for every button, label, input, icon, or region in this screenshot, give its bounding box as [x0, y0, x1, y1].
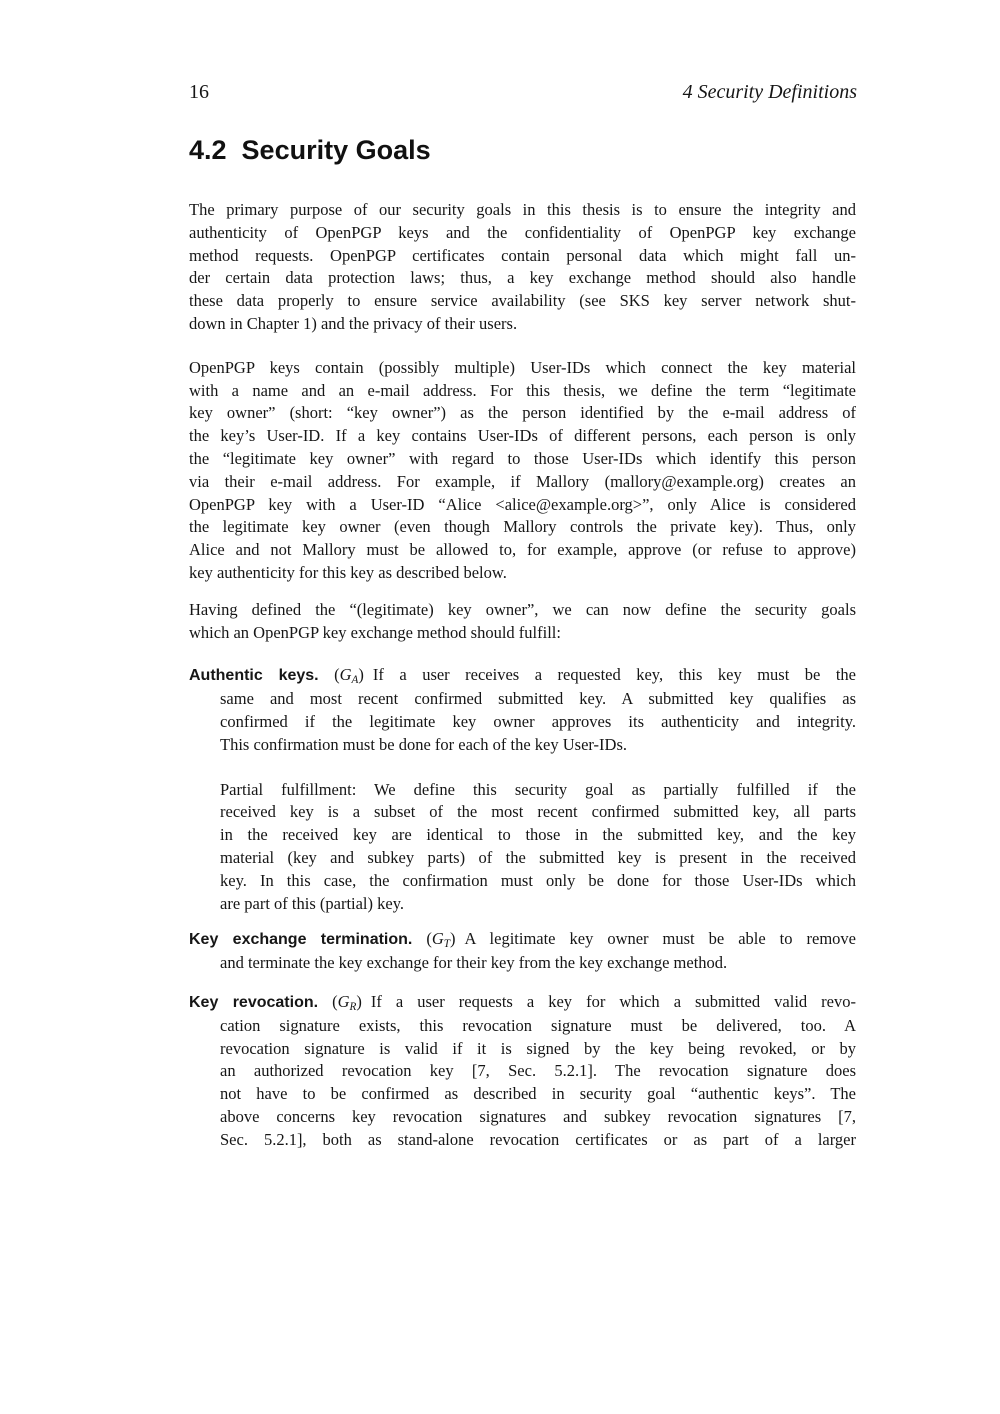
- page-number: 16: [189, 81, 209, 103]
- text-line: above concerns key revocation signatures and subkey revocation signatures [7,: [220, 1106, 856, 1126]
- text-line: and terminate the key exchange for their key from the key exchange method.: [220, 953, 728, 973]
- definition-first-line: [189, 664, 856, 688]
- text-line: The primary purpose of our security goals in this thesis is to ensure the integrity and: [189, 200, 856, 219]
- text-line: via their e-mail address. For example, if Mallory (mallory@example.org) creates an: [189, 471, 856, 491]
- text-line: This confirmation must be done for each of the key User-IDs.: [220, 734, 628, 754]
- goal-symbol-GA: $(G_A)$: [334, 665, 364, 687]
- text-line: the “legitimate key owner” with regard to those User-IDs which identify this person: [189, 448, 856, 468]
- text-line: Having defined the “(legitimate) key owner”, we can now define the security goals: [189, 599, 856, 619]
- text-line: Sec. 5.2.1], both as stand-alone revocation certificates or as part of a larger: [220, 1129, 856, 1149]
- definition-body-authentic-keys: [220, 688, 856, 756]
- text-line: the key’s User-ID. If a key contains User-IDs of different persons, each person is only: [189, 426, 856, 446]
- text-line: Alice and not Mallory must be allowed to, for example, approve (or refuse to approve): [189, 540, 856, 560]
- text-line: an authorized revocation key [7, Sec. 5.2.1]. The revocation signature does: [220, 1061, 856, 1081]
- paragraph-security-goals-purpose: [189, 199, 856, 336]
- text-line: cation signature exists, this revocation signature must be delivered, too. A: [220, 1015, 856, 1035]
- section-title: Security Goals: [241, 135, 431, 165]
- text-line: with a name and an e-mail address. For this thesis, we define the term “legitimate: [189, 380, 856, 400]
- definition-first-line: [189, 991, 856, 1015]
- definition-key-revocation: [189, 991, 856, 1152]
- definition-label-key-exchange-termination: Key exchange termination.: [189, 931, 413, 949]
- paragraph-goals-intro: [189, 599, 856, 645]
- text-line: received key is a subset of the most recent confirmed submitted key, all parts: [220, 802, 856, 822]
- text-line: OpenPGP keys contain (possibly multiple) User-IDs which connect the key material: [189, 357, 856, 377]
- text-line: these data properly to ensure service availability (see SKS key server network shut-: [189, 291, 856, 311]
- definition-body-key-revocation: [220, 1015, 856, 1152]
- definition-label-authentic-keys: Authentic keys.: [189, 667, 319, 685]
- goal-symbol-GR: $(G_R)$: [332, 991, 362, 1013]
- text-line: Partial fulfillment: We define this security goal as partially fulfilled if the: [220, 779, 856, 799]
- running-head: [189, 81, 857, 103]
- paragraph-legitimate-key-owner: [189, 357, 856, 585]
- definition-authentic-keys: [189, 664, 856, 915]
- text-line: confirmed if the legitimate key owner approves its authenticity and integrity.: [220, 711, 856, 731]
- goal-symbol-GT: $(G_T)$: [426, 929, 456, 951]
- text-line: which an OpenPGP key exchange method should fulfill:: [189, 622, 561, 642]
- definition-first-line: [189, 928, 856, 952]
- running-head-chapter-title: 4 Security Definitions: [682, 81, 857, 103]
- paragraph-partial-fulfillment: [220, 779, 856, 916]
- section-heading: [189, 135, 431, 165]
- text-line: key owner” (short: “key owner”) as the person identified by the e-mail address of: [189, 403, 856, 423]
- text-line: in the received key are identical to those in the submitted key, and the key: [220, 825, 856, 845]
- definition-key-exchange-termination: [189, 928, 856, 975]
- definition-label-key-revocation: Key revocation.: [189, 993, 319, 1011]
- text-line: same and most recent confirmed submitted key. A submitted key qualifies as: [220, 689, 856, 709]
- text-column: [189, 199, 856, 1151]
- text-line: key. In this case, the confirmation must only be done for those User-IDs which: [220, 870, 856, 890]
- section-number: 4.2: [189, 135, 227, 165]
- text-line: material (key and subkey parts) of the submitted key is present in the received: [220, 847, 856, 867]
- definition-body-key-exchange-termination: [220, 952, 856, 975]
- definition-text-start: If a user receives a requested key, this key must be the: [372, 665, 856, 685]
- text-line: key authenticity for this key as described below.: [189, 562, 507, 582]
- text-line: are part of this (partial) key.: [220, 893, 405, 913]
- text-line: der certain data protection laws; thus, a key exchange method should also handle: [189, 268, 856, 288]
- text-line: method requests. OpenPGP certificates contain personal data which might fall un-: [189, 245, 856, 265]
- text-line: revocation signature is valid if it is signed by the key being revoked, or by: [220, 1038, 856, 1058]
- text-line: OpenPGP key with a User-ID “Alice <alice@example.org>”, only Alice is considered: [189, 494, 856, 514]
- text-line: the legitimate key owner (even though Mallory controls the private key). Thus, only: [189, 517, 856, 537]
- text-line: down in Chapter 1) and the privacy of their users.: [189, 313, 518, 333]
- text-line: authenticity of OpenPGP keys and the confidentiality of OpenPGP key exchange: [189, 222, 856, 242]
- definition-text-start: A legitimate key owner must be able to remove: [464, 929, 856, 949]
- definition-text-start: If a user requests a key for which a submitted valid revo-: [370, 991, 856, 1011]
- text-line: not have to be confirmed as described in security goal “authentic keys”. The: [220, 1084, 856, 1104]
